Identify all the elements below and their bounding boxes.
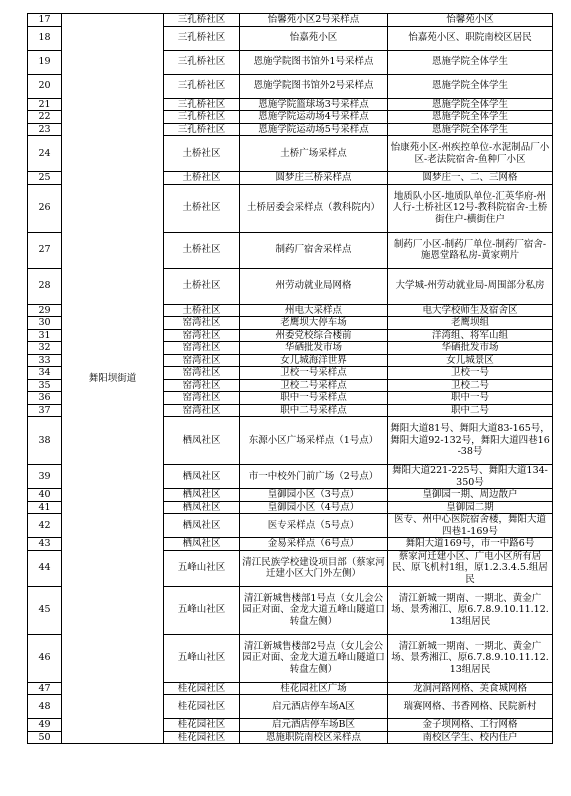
row-number-cell: 29 [28,304,62,317]
community-cell: 土桥社区 [164,304,240,317]
community-cell: 窑湾社区 [164,392,240,405]
service-scope-cell: 制药厂小区-制药厂单位-制药厂宿舍-施恩堂路私房-黄家朔片 [388,232,553,268]
community-cell: 土桥社区 [164,232,240,268]
sampling-site-cell: 金易采样点（6号点） [240,538,388,551]
row-number-cell: 47 [28,682,62,695]
sampling-site-cell: 市一中校外门前广场（2号点） [240,465,388,489]
row-number-cell: 36 [28,392,62,405]
sampling-site-cell: 恩施学院运动场5号采样点 [240,123,388,136]
row-number-cell: 35 [28,379,62,392]
sampling-site-cell: 州委党校综合楼前 [240,329,388,342]
row-number-cell: 39 [28,465,62,489]
service-scope-cell: 恩施学院全体学生 [388,50,553,74]
sampling-site-cell: 医专采样点（5号点） [240,514,388,538]
service-scope-cell: 地质队小区-地质队单位-汇英华府-州人行-土桥社区12号-教科院宿舍-土桥街住户-横街住户 [388,184,553,232]
community-cell: 窑湾社区 [164,367,240,380]
sampling-site-cell: 州劳动就业局网格 [240,268,388,304]
community-cell: 三孔桥社区 [164,74,240,98]
service-scope-cell: 华硒批发市场 [388,342,553,355]
service-scope-cell: 职中二号 [388,404,553,417]
service-scope-cell: 龙洞河路网格、美食城网格 [388,682,553,695]
service-scope-cell: 怡康苑小区-州疾控单位-水泥制品厂小区-老法院宿舍-鱼种厂小区 [388,136,553,172]
row-number-cell: 22 [28,111,62,124]
service-scope-cell: 瑞赛网格、书香网格、民院新村 [388,695,553,719]
community-cell: 三孔桥社区 [164,14,240,27]
row-number-cell: 28 [28,268,62,304]
service-scope-cell: 清江新城一期南、一期北、黄金广场、景秀湘江、原6.7.8.9.10.11.12.13组居民 [388,634,553,682]
sampling-site-cell: 东源小区广场采样点（1号点） [240,417,388,465]
row-number-cell: 19 [28,50,62,74]
row-number-cell: 48 [28,695,62,719]
service-scope-cell: 卫校一号 [388,367,553,380]
street-name-cell: 舞阳坝街道 [62,14,164,744]
sampling-site-cell: 清江新城售楼部1号点（女儿会公园正对面、金龙大道五峰山隧道口转盘左侧） [240,586,388,634]
row-number-cell: 40 [28,489,62,502]
service-scope-cell: 皇御园二期 [388,501,553,514]
sampling-site-cell: 老鹰坝大停车场 [240,317,388,330]
row-number-cell: 23 [28,123,62,136]
community-cell: 桂花园社区 [164,682,240,695]
sampling-site-cell: 女儿城海洋世界 [240,354,388,367]
sampling-site-cell: 皇御园小区（3号点） [240,489,388,502]
row-number-cell: 38 [28,417,62,465]
service-scope-cell: 恩施学院全体学生 [388,111,553,124]
row-number-cell: 31 [28,329,62,342]
sampling-site-cell: 皇御园小区（4号点） [240,501,388,514]
row-number-cell: 18 [28,26,62,50]
row-number-cell: 17 [28,14,62,27]
community-cell: 五峰山社区 [164,634,240,682]
service-scope-cell: 恩施学院全体学生 [388,74,553,98]
service-scope-cell: 圆梦庄一、二、三网格 [388,172,553,185]
sampling-site-cell: 土桥广场采样点 [240,136,388,172]
row-number-cell: 37 [28,404,62,417]
row-number-cell: 25 [28,172,62,185]
sampling-site-cell: 恩施学院运动场4号采样点 [240,111,388,124]
community-cell: 桂花园社区 [164,719,240,732]
community-cell: 土桥社区 [164,184,240,232]
service-scope-cell: 舞阳大道169号，市一中路6号 [388,538,553,551]
sampling-site-cell: 启元酒店停车场A区 [240,695,388,719]
sampling-site-cell: 卫校二号采样点 [240,379,388,392]
service-scope-cell: 洋湾组、将军山组 [388,329,553,342]
sampling-site-cell: 启元酒店停车场B区 [240,719,388,732]
community-cell: 栖凤社区 [164,465,240,489]
row-number-cell: 45 [28,586,62,634]
service-scope-cell: 舞阳大道221-225号、舞阳大道134-350号 [388,465,553,489]
row-number-cell: 21 [28,98,62,111]
community-cell: 五峰山社区 [164,550,240,586]
sampling-site-cell: 土桥居委会采样点（教科院内） [240,184,388,232]
sampling-site-cell: 怡馨苑小区2号采样点 [240,14,388,27]
community-cell: 土桥社区 [164,172,240,185]
row-number-cell: 24 [28,136,62,172]
row-number-cell: 32 [28,342,62,355]
service-scope-cell: 职中一号 [388,392,553,405]
community-cell: 三孔桥社区 [164,50,240,74]
sampling-site-cell: 怡嘉苑小区 [240,26,388,50]
community-cell: 三孔桥社区 [164,123,240,136]
sampling-sites-table [27,13,553,744]
service-scope-cell: 恩施学院全体学生 [388,123,553,136]
service-scope-cell: 医专、州中心医院宿舍楼，舞阳大道四巷1-169号 [388,514,553,538]
row-number-cell: 26 [28,184,62,232]
service-scope-cell: 卫校二号 [388,379,553,392]
row-number-cell: 43 [28,538,62,551]
row-number-cell: 34 [28,367,62,380]
service-scope-cell: 南校区学生、校内住户 [388,731,553,744]
sampling-site-cell: 职中二号采样点 [240,404,388,417]
service-scope-cell: 女儿城景区 [388,354,553,367]
sampling-site-cell: 清江民族学校建设项目部（蔡家河迁建小区大门外左侧） [240,550,388,586]
community-cell: 栖凤社区 [164,417,240,465]
service-scope-cell: 皇御园一期、周边散户 [388,489,553,502]
sampling-site-cell: 恩施学院图书馆外1号采样点 [240,50,388,74]
sampling-site-cell: 桂花园社区广场 [240,682,388,695]
table-row [28,14,553,27]
sampling-site-cell: 清江新城售楼部2号点（女儿会公园正对面、金龙大道五峰山隧道口转盘左侧） [240,634,388,682]
sampling-site-cell: 华硒批发市场 [240,342,388,355]
row-number-cell: 42 [28,514,62,538]
sampling-site-cell: 恩施学院篮球场3号采样点 [240,98,388,111]
service-scope-cell: 怡嘉苑小区、职院南校区居民 [388,26,553,50]
community-cell: 窑湾社区 [164,342,240,355]
row-number-cell: 41 [28,501,62,514]
sampling-site-cell: 圆梦庄三桥采样点 [240,172,388,185]
community-cell: 三孔桥社区 [164,98,240,111]
service-scope-cell: 电大学校师生及宿舍区 [388,304,553,317]
community-cell: 三孔桥社区 [164,111,240,124]
sampling-site-cell: 恩施职院南校区采样点 [240,731,388,744]
community-cell: 窑湾社区 [164,329,240,342]
service-scope-cell: 怡馨苑小区 [388,14,553,27]
community-cell: 窑湾社区 [164,379,240,392]
community-cell: 土桥社区 [164,268,240,304]
community-cell: 栖凤社区 [164,514,240,538]
community-cell: 栖凤社区 [164,538,240,551]
service-scope-cell: 金子坝网格、工行网格 [388,719,553,732]
community-cell: 三孔桥社区 [164,26,240,50]
service-scope-cell: 老鹰坝组 [388,317,553,330]
community-cell: 窑湾社区 [164,354,240,367]
row-number-cell: 33 [28,354,62,367]
row-number-cell: 49 [28,719,62,732]
row-number-cell: 27 [28,232,62,268]
sampling-site-cell: 职中一号采样点 [240,392,388,405]
table-body [28,14,553,744]
sampling-site-cell: 制药厂宿舍采样点 [240,232,388,268]
service-scope-cell: 恩施学院全体学生 [388,98,553,111]
row-number-cell: 30 [28,317,62,330]
sampling-site-cell: 卫校一号采样点 [240,367,388,380]
row-number-cell: 20 [28,74,62,98]
community-cell: 土桥社区 [164,136,240,172]
community-cell: 桂花园社区 [164,731,240,744]
community-cell: 五峰山社区 [164,586,240,634]
sampling-site-cell: 恩施学院图书馆外2号采样点 [240,74,388,98]
community-cell: 窑湾社区 [164,404,240,417]
community-cell: 窑湾社区 [164,317,240,330]
community-cell: 栖凤社区 [164,501,240,514]
community-cell: 桂花园社区 [164,695,240,719]
service-scope-cell: 清江新城一期南、一期北、黄金广场、景秀湘江、原6.7.8.9.10.11.12.13组居民 [388,586,553,634]
row-number-cell: 50 [28,731,62,744]
row-number-cell: 44 [28,550,62,586]
service-scope-cell: 大学城-州劳动就业局-周围部分私房 [388,268,553,304]
row-number-cell: 46 [28,634,62,682]
service-scope-cell: 蔡家河迁建小区、广电小区所有居民、原飞机村1组，原1.2.3.4.5.组居民 [388,550,553,586]
service-scope-cell: 舞阳大道81号、舞阳大道83-165号，舞阳大道92-132号，舞阳大道四巷16-38号 [388,417,553,465]
sampling-site-cell: 州电大采样点 [240,304,388,317]
community-cell: 栖凤社区 [164,489,240,502]
